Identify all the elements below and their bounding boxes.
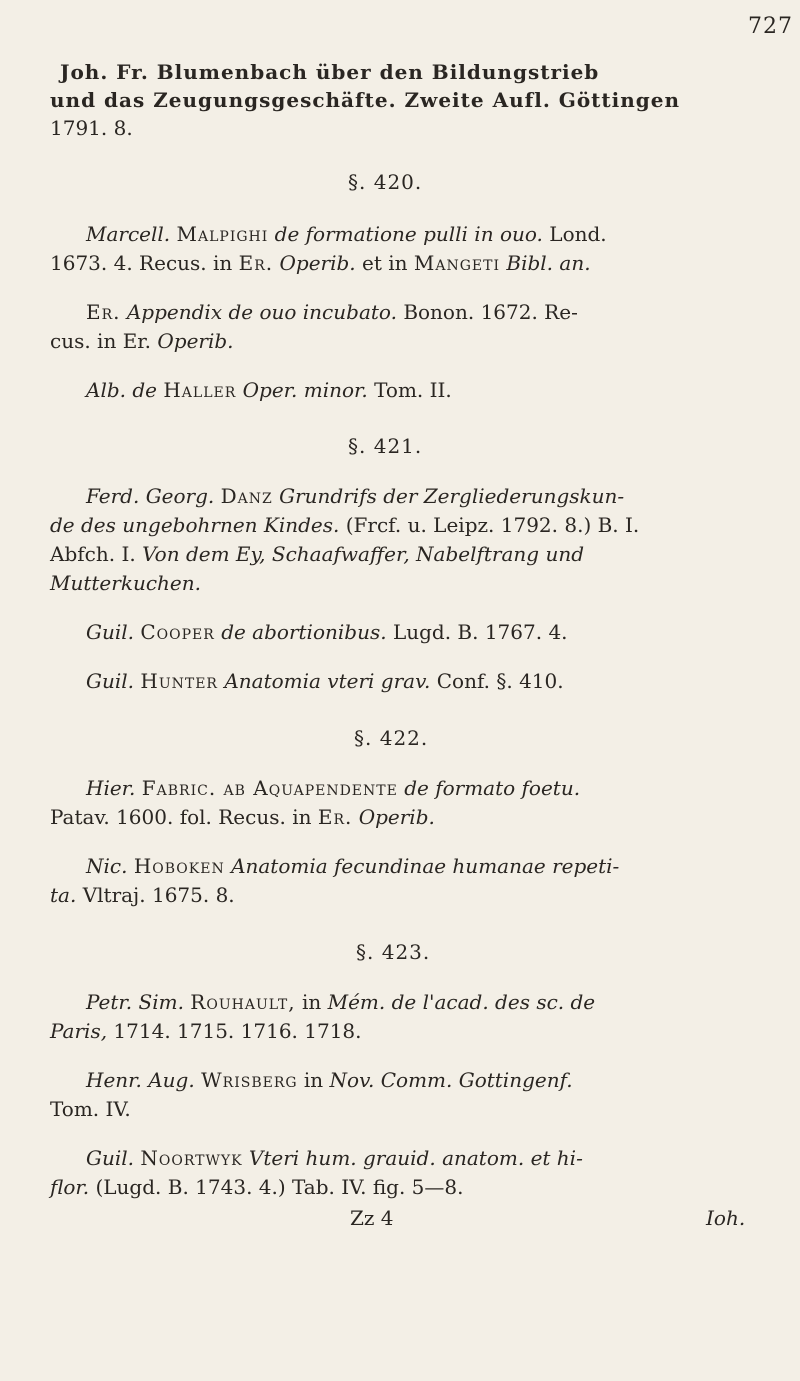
entry-noortwyk-cont [50,1175,463,1199]
entry-malpighi [86,222,607,246]
text-part: Lugd. B. 1767. 4. [392,620,568,644]
text-part: Er. [86,300,121,324]
author-name: Hunter [140,669,218,693]
entry-hunter [86,669,564,693]
title-text: Oper. minor. [242,378,368,402]
entry-hoboken-cont [50,883,235,907]
text-part: Conf. §. 410. [436,669,564,693]
entry-rouhault-cont [50,1019,362,1043]
author-name: Rouhault, [190,990,296,1014]
entry-wrisberg-cont: Tom. IV. [50,1097,131,1121]
author-name: Malpighi [176,222,269,246]
author-name: Hoboken [133,854,225,878]
section-423: §. 423. [356,940,431,964]
author-name: Haller [163,378,237,402]
section-422: §. 422. [354,726,429,750]
text-part: de des ungebohrnen Kindes. [50,513,340,537]
catchword: Ioh. [706,1206,746,1230]
text-part: Vltraj. 1675. 8. [82,883,235,907]
text-part: Er. [317,805,353,829]
author-name: Cooper [140,620,215,644]
entry-appendix-cont [50,329,234,353]
entry-haller [86,378,452,402]
entry-line-2: und das Zeugungsgeschäfte. Zweite Aufl. Göttingen [50,88,681,112]
text-part: Guil. [86,620,135,644]
title-text: Grundrifs der Zergliederungskun- [279,484,625,508]
text-part: Alb. [86,378,126,402]
entry-wrisberg [86,1068,573,1092]
text-part: Bibl. an. [506,251,591,275]
title-text: Mém. de l'acad. des sc. de [327,990,596,1014]
text-part: cus. in Er. [50,329,152,353]
page-number: 727 [748,14,793,39]
title-text: Vteri hum. grauid. anatom. et hi- [248,1146,583,1170]
entry-fabric [86,776,580,800]
text-part: 1714. 1715. 1716. 1718. [113,1019,362,1043]
entry-danz-cont3: Mutterkuchen. [50,571,201,595]
text-part: Abfch. I. [50,542,136,566]
text-part: Ferd. Georg. [86,484,215,508]
text-part: Guil. [86,669,135,693]
section-420: §. 420. [348,170,423,194]
author-name: Danz [220,484,273,508]
text-part: Marcell. [86,222,171,246]
text-part: Operib. [358,805,435,829]
title-text: Anatomia vteri grav. [224,669,431,693]
author-name: Fabric. ab Aquapendente [141,776,398,800]
entry-danz [86,484,624,508]
entry-noortwyk [86,1146,583,1170]
text-part: Paris, [50,1019,108,1043]
title-text: de formatione pulli in ouo. [274,222,543,246]
text-part: flor. [50,1175,90,1199]
text-part: Bonon. 1672. Re- [403,300,578,324]
text-part: Operib. [157,329,234,353]
entry-line-3: 1791. 8. [50,116,133,140]
text-part: Guil. [86,1146,135,1170]
title-text: Nov. Comm. Gottingenf. [329,1068,573,1092]
text-part: ta. [50,883,77,907]
title-text: Anatomia fecundinae humanae repeti- [231,854,620,878]
text-part: (Frcf. u. Leipz. 1792. 8.) B. I. [345,513,640,537]
text-part: de [132,378,157,402]
text-part: Von dem Ey, Schaafwaffer, Nabelftrang und [142,542,585,566]
entry-line-1: Joh. Fr. Blumenbach über den Bildungstrieb [60,60,600,84]
text-part: Patav. 1600. fol. Recus. in [50,805,312,829]
text-part: in [303,1068,324,1092]
text-part: Petr. Sim. [86,990,184,1014]
entry-rouhault [86,990,595,1014]
title-text: Appendix de ouo incubato. [126,300,397,324]
author-name: Noortwyk [140,1146,243,1170]
text-part: Henr. Aug. [86,1068,195,1092]
text-part: Lond. [549,222,607,246]
author-name: Mangeti [413,251,501,275]
text-part: in [301,990,322,1014]
signature-mark: Zz 4 [350,1206,394,1230]
text-part: 1673. 4. Recus. in [50,251,233,275]
text-part: et in [362,251,408,275]
entry-cooper [86,620,568,644]
text-part: Hier. [86,776,136,800]
title-text: de formato foetu. [404,776,581,800]
entry-appendix [86,300,578,324]
title-text: de abortionibus. [221,620,387,644]
entry-hoboken [86,854,619,878]
text-part: Er. [238,251,274,275]
entry-malpighi-cont [50,251,591,275]
entry-danz-cont [50,513,639,537]
entry-danz-cont2 [50,542,584,566]
text-part: Tom. II. [374,378,452,402]
entry-fabric-cont [50,805,435,829]
text-part: Nic. [86,854,128,878]
text-part: Operib. [279,251,356,275]
author-name: Wrisberg [201,1068,298,1092]
text-part: (Lugd. B. 1743. 4.) Tab. IV. fig. 5—8. [95,1175,464,1199]
section-421: §. 421. [348,434,423,458]
